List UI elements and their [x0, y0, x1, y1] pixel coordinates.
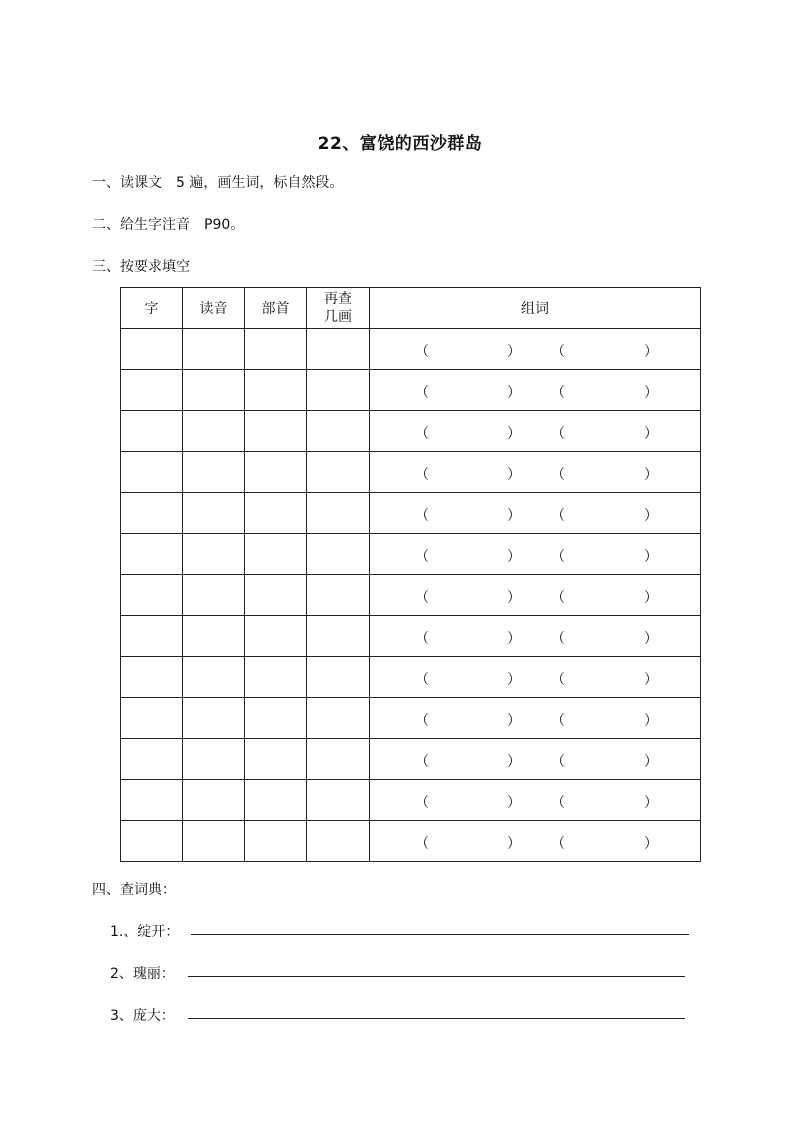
word-2-close-paren: ） [644, 672, 658, 688]
word-2-open-paren: （ [551, 549, 565, 565]
cell-radical[interactable] [245, 534, 307, 575]
word-1-open-paren: （ [415, 549, 429, 565]
cell-pronunciation[interactable] [183, 411, 245, 452]
word-2-close-paren: ） [644, 795, 658, 811]
cell-pronunciation[interactable] [183, 821, 245, 862]
word-1-open-paren: （ [415, 467, 429, 483]
word-1-open-paren: （ [415, 795, 429, 811]
table-body [121, 329, 701, 862]
word-2-close-paren: ） [644, 426, 658, 442]
word-1-close-paren: ） [507, 344, 521, 360]
cell-pronunciation[interactable] [183, 698, 245, 739]
cell-character[interactable] [121, 739, 183, 780]
word-2-open-paren: （ [551, 713, 565, 729]
word-2-close-paren: ） [644, 754, 658, 770]
table-row [121, 370, 701, 411]
word-1-close-paren: ） [507, 754, 521, 770]
word-2-close-paren: ） [644, 590, 658, 606]
cell-pronunciation[interactable] [183, 370, 245, 411]
table-row [121, 329, 701, 370]
instruction-read-text: 一、读课文 5 遍，画生词，标自然段。 [92, 175, 344, 191]
header-remaining-strokes [307, 288, 370, 329]
header-radical: 部首 [245, 288, 307, 329]
table-row [121, 698, 701, 739]
word-2-open-paren: （ [551, 590, 565, 606]
cell-character[interactable] [121, 493, 183, 534]
cell-character[interactable] [121, 411, 183, 452]
cell-pronunciation[interactable] [183, 452, 245, 493]
cell-pronunciation[interactable] [183, 329, 245, 370]
cell-word-formation[interactable] [370, 616, 701, 657]
cell-character[interactable] [121, 329, 183, 370]
cell-radical[interactable] [245, 780, 307, 821]
header-pronunciation: 读音 [183, 288, 245, 329]
cell-radical[interactable] [245, 657, 307, 698]
word-2-close-paren: ） [644, 631, 658, 647]
word-1-close-paren: ） [507, 672, 521, 688]
cell-remaining-strokes[interactable] [307, 452, 370, 493]
cell-word-formation[interactable] [370, 657, 701, 698]
cell-pronunciation[interactable] [183, 657, 245, 698]
word-1-close-paren: ） [507, 836, 521, 852]
header-remaining-strokes-line2: 几画 [324, 309, 352, 325]
word-2-close-paren: ） [644, 549, 658, 565]
dictionary-item-1-answer-line[interactable] [191, 934, 689, 935]
table-row [121, 739, 701, 780]
page-title: 22、富饶的西沙群岛 [317, 134, 483, 154]
word-1-close-paren: ） [507, 795, 521, 811]
table-row [121, 411, 701, 452]
cell-character[interactable] [121, 534, 183, 575]
word-2-open-paren: （ [551, 836, 565, 852]
cell-word-formation[interactable] [370, 370, 701, 411]
word-2-open-paren: （ [551, 344, 565, 360]
cell-word-formation[interactable] [370, 534, 701, 575]
word-1-open-paren: （ [415, 426, 429, 442]
word-2-open-paren: （ [551, 754, 565, 770]
cell-radical[interactable] [245, 616, 307, 657]
cell-radical[interactable] [245, 575, 307, 616]
cell-radical[interactable] [245, 329, 307, 370]
table-row [121, 780, 701, 821]
header-remaining-strokes-line1: 再查 [324, 291, 352, 307]
word-1-close-paren: ） [507, 713, 521, 729]
character-table [120, 287, 701, 862]
word-1-close-paren: ） [507, 590, 521, 606]
cell-radical[interactable] [245, 452, 307, 493]
cell-remaining-strokes[interactable] [307, 329, 370, 370]
cell-pronunciation[interactable] [183, 493, 245, 534]
word-2-open-paren: （ [551, 631, 565, 647]
cell-word-formation[interactable] [370, 575, 701, 616]
word-1-close-paren: ） [507, 549, 521, 565]
cell-remaining-strokes[interactable] [307, 534, 370, 575]
table-header-row [121, 288, 701, 329]
word-2-open-paren: （ [551, 672, 565, 688]
cell-remaining-strokes[interactable] [307, 657, 370, 698]
cell-remaining-strokes[interactable] [307, 493, 370, 534]
table-row [121, 821, 701, 862]
cell-word-formation[interactable] [370, 780, 701, 821]
dictionary-item-3-answer-line[interactable] [188, 1018, 685, 1019]
cell-pronunciation[interactable] [183, 780, 245, 821]
dictionary-item-2-label: 2、瑰丽： [110, 966, 175, 982]
word-2-open-paren: （ [551, 508, 565, 524]
word-2-close-paren: ） [644, 713, 658, 729]
table-row [121, 534, 701, 575]
word-2-close-paren: ） [644, 508, 658, 524]
cell-remaining-strokes[interactable] [307, 821, 370, 862]
cell-remaining-strokes[interactable] [307, 411, 370, 452]
word-2-close-paren: ） [644, 836, 658, 852]
word-2-open-paren: （ [551, 467, 565, 483]
word-1-open-paren: （ [415, 754, 429, 770]
cell-remaining-strokes[interactable] [307, 370, 370, 411]
cell-pronunciation[interactable] [183, 739, 245, 780]
cell-character[interactable] [121, 821, 183, 862]
cell-pronunciation[interactable] [183, 616, 245, 657]
word-1-open-paren: （ [415, 508, 429, 524]
cell-radical[interactable] [245, 411, 307, 452]
dictionary-item-2-answer-line[interactable] [188, 976, 685, 977]
cell-remaining-strokes[interactable] [307, 739, 370, 780]
cell-radical[interactable] [245, 493, 307, 534]
word-1-open-paren: （ [415, 631, 429, 647]
cell-word-formation[interactable] [370, 739, 701, 780]
instruction-dictionary: 四、查词典： [92, 882, 176, 898]
cell-remaining-strokes[interactable] [307, 575, 370, 616]
dictionary-item-1-label: 1.、绽开： [110, 924, 180, 940]
cell-character[interactable] [121, 575, 183, 616]
cell-character[interactable] [121, 452, 183, 493]
word-2-open-paren: （ [551, 385, 565, 401]
cell-word-formation[interactable] [370, 821, 701, 862]
word-1-close-paren: ） [507, 467, 521, 483]
cell-word-formation[interactable] [370, 698, 701, 739]
cell-remaining-strokes[interactable] [307, 616, 370, 657]
instruction-fill-table: 三、按要求填空 [92, 259, 190, 275]
cell-radical[interactable] [245, 698, 307, 739]
word-1-close-paren: ） [507, 426, 521, 442]
table-row [121, 493, 701, 534]
header-word-formation: 组词 [370, 288, 701, 329]
cell-remaining-strokes[interactable] [307, 698, 370, 739]
word-2-open-paren: （ [551, 426, 565, 442]
word-2-close-paren: ） [644, 385, 658, 401]
cell-pronunciation[interactable] [183, 534, 245, 575]
table-row [121, 452, 701, 493]
word-2-open-paren: （ [551, 795, 565, 811]
table-row [121, 657, 701, 698]
dictionary-item-3-label: 3、庞大： [110, 1008, 175, 1024]
cell-remaining-strokes[interactable] [307, 780, 370, 821]
word-1-close-paren: ） [507, 385, 521, 401]
word-1-open-paren: （ [415, 713, 429, 729]
cell-word-formation[interactable] [370, 452, 701, 493]
cell-pronunciation[interactable] [183, 575, 245, 616]
cell-radical[interactable] [245, 821, 307, 862]
table-row [121, 575, 701, 616]
word-1-close-paren: ） [507, 508, 521, 524]
word-2-close-paren: ） [644, 467, 658, 483]
cell-character[interactable] [121, 616, 183, 657]
table-row [121, 616, 701, 657]
header-character: 字 [121, 288, 183, 329]
cell-character[interactable] [121, 780, 183, 821]
word-1-close-paren: ） [507, 631, 521, 647]
word-1-open-paren: （ [415, 385, 429, 401]
cell-word-formation[interactable] [370, 329, 701, 370]
word-1-open-paren: （ [415, 836, 429, 852]
cell-word-formation[interactable] [370, 411, 701, 452]
cell-character[interactable] [121, 370, 183, 411]
word-1-open-paren: （ [415, 590, 429, 606]
cell-radical[interactable] [245, 739, 307, 780]
word-1-open-paren: （ [415, 344, 429, 360]
instruction-pinyin: 二、给生字注音 P90。 [92, 217, 245, 233]
word-1-open-paren: （ [415, 672, 429, 688]
cell-character[interactable] [121, 698, 183, 739]
word-2-close-paren: ） [644, 344, 658, 360]
cell-word-formation[interactable] [370, 493, 701, 534]
cell-radical[interactable] [245, 370, 307, 411]
cell-character[interactable] [121, 657, 183, 698]
